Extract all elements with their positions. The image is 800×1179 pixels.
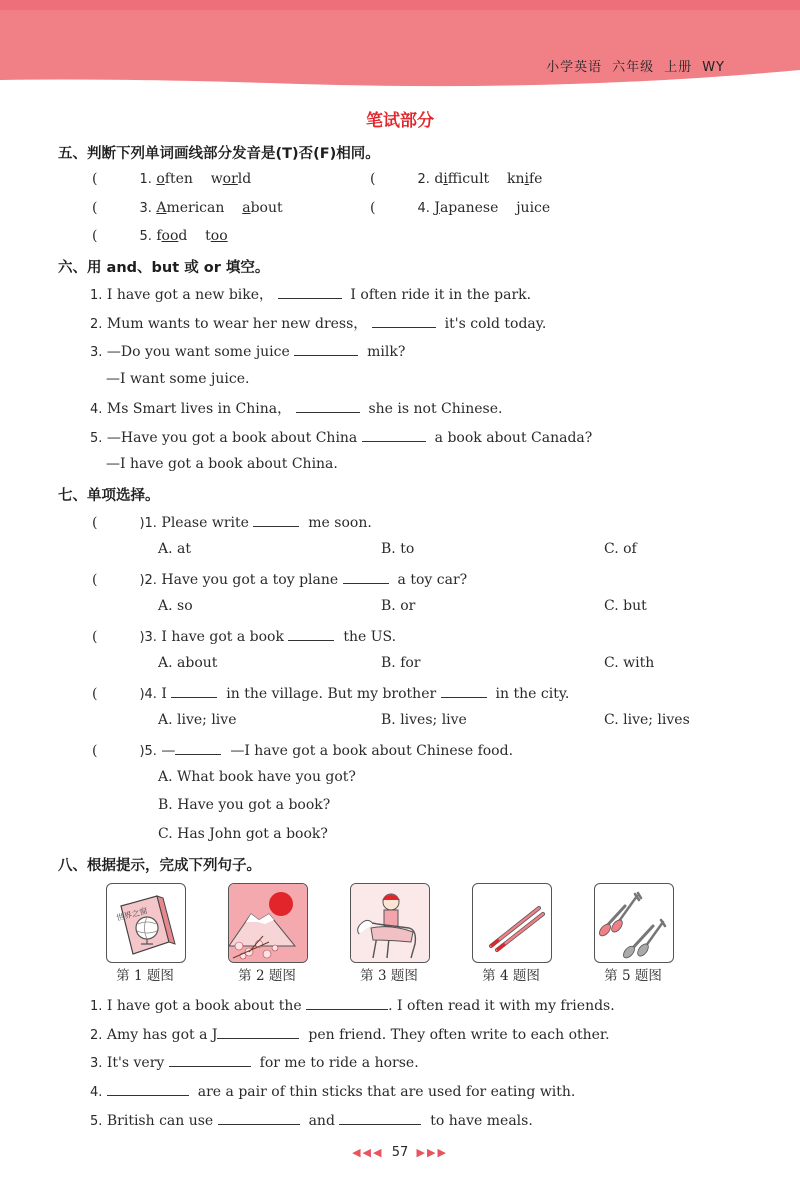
- caption-3: 第 3 题图: [360, 968, 418, 984]
- q6-line-4: 4. Ms Smart lives in China， she is not Chinese.: [90, 398, 502, 419]
- q7-2-option-a[interactable]: A. so: [158, 598, 193, 614]
- caption-5: 第 5 题图: [604, 968, 662, 984]
- book-cover-title: 世界之窗: [115, 906, 149, 923]
- q8-line-2: 2. Amy has got a J pen friend. They often write to each other.: [90, 1024, 610, 1045]
- q7-3-option-b[interactable]: B. for: [381, 655, 421, 671]
- answer-blank[interactable]: [372, 313, 436, 328]
- q7-3-option-a[interactable]: A. about: [158, 655, 218, 671]
- q7-heading: 七、单项选择。: [58, 488, 160, 504]
- header-grade: 六年级: [612, 60, 655, 75]
- q8-line-4: 4. are a pair of thin sticks that are used for eating with.: [90, 1081, 575, 1102]
- q5-item-2: ( 2. difficult knife: [370, 171, 543, 187]
- answer-blank[interactable]: [362, 427, 426, 442]
- q7-item-3: ( )3. I have got a book the US.: [92, 626, 396, 647]
- q6-line-5: 5. —Have you got a book about China a book about Canada?: [90, 427, 592, 448]
- caption-2: 第 2 题图: [238, 968, 296, 984]
- answer-blank[interactable]: [339, 1110, 421, 1125]
- q7-1-option-b[interactable]: B. to: [381, 541, 415, 557]
- q7-1-option-c[interactable]: C. of: [604, 541, 637, 557]
- q6-heading: 六、用 and、but 或 or 填空。: [58, 260, 270, 276]
- q8-line-5: 5. British can use and to have meals.: [90, 1110, 533, 1131]
- caption-4: 第 4 题图: [482, 968, 540, 984]
- q6-line-3-answer: —I want some juice.: [106, 371, 250, 387]
- q7-item-4: ( )4. I in the village. But my brother in the city.: [92, 683, 569, 704]
- q7-3-option-c[interactable]: C. with: [604, 655, 655, 671]
- q7-2-option-b[interactable]: B. or: [381, 598, 416, 614]
- answer-blank[interactable]: [107, 1081, 189, 1096]
- answer-blank[interactable]: [306, 995, 388, 1010]
- caption-1: 第 1 题图: [116, 968, 174, 984]
- answer-blank[interactable]: [169, 1052, 251, 1067]
- q7-item-2: ( )2. Have you got a toy plane a toy car?: [92, 569, 467, 590]
- answer-blank[interactable]: [217, 1024, 299, 1039]
- q7-4-option-a[interactable]: A. live; live: [158, 712, 237, 728]
- q7-5-option-c[interactable]: C. Has John got a book?: [158, 826, 328, 842]
- q8-line-3: 3. It's very for me to ride a horse.: [90, 1052, 419, 1073]
- picture-4-chopsticks: [472, 883, 552, 963]
- answer-blank[interactable]: [294, 341, 358, 356]
- q6-line-1: 1. I have got a new bike， I often ride it in the park.: [90, 284, 531, 305]
- header-info: [536, 56, 725, 75]
- q7-2-option-c[interactable]: C. but: [604, 598, 647, 614]
- q7-5-option-b[interactable]: B. Have you got a book?: [158, 797, 331, 813]
- header-band: [0, 0, 800, 92]
- header-subject: 小学英语: [546, 60, 603, 75]
- header-volume: 上册: [664, 60, 693, 75]
- page-footer: [0, 1145, 800, 1160]
- q7-5-option-a[interactable]: A. What book have you got?: [158, 769, 356, 785]
- q8-line-1: 1. I have got a book about the . I often read it with my friends.: [90, 995, 615, 1016]
- answer-blank[interactable]: [253, 512, 299, 527]
- answer-blank[interactable]: [441, 683, 487, 698]
- answer-blank[interactable]: [218, 1110, 300, 1125]
- q7-item-5: ( )5. — —I have got a book about Chinese food.: [92, 740, 513, 761]
- q6-line-5-answer: —I have got a book about China.: [106, 456, 338, 472]
- q5-word: world: [210, 171, 252, 187]
- page-number: 57: [391, 1145, 409, 1160]
- picture-5-knife-fork: [594, 883, 674, 963]
- q7-4-option-b[interactable]: B. lives; live: [381, 712, 467, 728]
- answer-blank[interactable]: [296, 398, 360, 413]
- answer-blank[interactable]: [175, 740, 221, 755]
- q8-heading: 八、根据提示，完成下列句子。: [58, 858, 261, 874]
- picture-2-japan: [228, 883, 308, 963]
- section-title: 笔试部分: [366, 111, 434, 131]
- answer-blank[interactable]: [171, 683, 217, 698]
- q7-4-option-c[interactable]: C. live; lives: [604, 712, 690, 728]
- header-edition: WY: [702, 60, 725, 75]
- picture-3-horse-rider: [350, 883, 430, 963]
- next-arrows-icon: ▶▶▶: [416, 1146, 448, 1159]
- answer-blank[interactable]: [288, 626, 334, 641]
- q5-heading: 五、判断下列单词画线部分发音是(T)否(F)相同。: [58, 146, 380, 162]
- q7-item-1: ( )1. Please write me soon.: [92, 512, 372, 533]
- answer-blank[interactable]: [343, 569, 389, 584]
- prev-arrows-icon: ◀◀◀: [352, 1146, 384, 1159]
- q5-item-1: ( 1. often world: [92, 171, 252, 187]
- q7-1-option-a[interactable]: A. at: [158, 541, 191, 557]
- answer-blank[interactable]: [278, 284, 342, 299]
- q5-item-5: ( 5. food too: [92, 228, 228, 244]
- q5-item-3: ( 3. American about: [92, 200, 283, 216]
- q6-line-2: 2. Mum wants to wear her new dress， it's cold today.: [90, 313, 546, 334]
- q6-line-3: 3. —Do you want some juice milk?: [90, 341, 405, 362]
- q5-item-4: ( 4. Japanese juice: [370, 200, 551, 216]
- q5-word: often: [156, 171, 193, 187]
